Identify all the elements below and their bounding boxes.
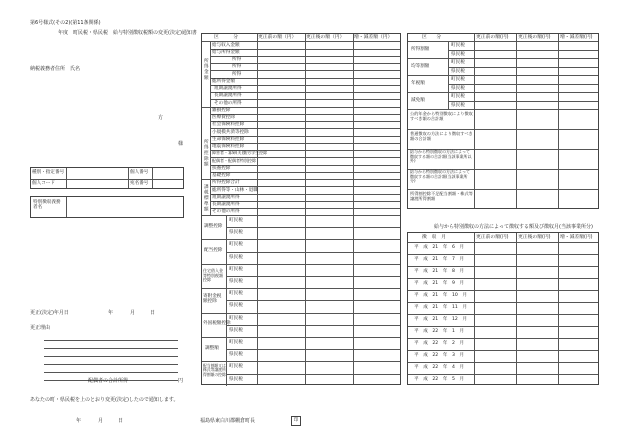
group-deduction: 所得控除額 — [203, 139, 209, 167]
change-date-month: 月 — [130, 310, 136, 316]
lg-6-r0: 町民税 — [229, 364, 243, 370]
monthly-header-2: 更正後の額(円) — [518, 235, 551, 240]
month-row-11: 平 成 22 年 5 月 — [414, 377, 465, 382]
mid-row-19: 所得控除合計 — [212, 180, 240, 186]
right-row-7: 給与から特別徴収の方法によって徴収する額の合計額(当該事業所分) — [410, 169, 470, 184]
lg-4-r0: 町民税 — [229, 315, 243, 321]
reason-line-5 — [44, 372, 178, 373]
right-group-3: 減免額 — [411, 98, 425, 103]
right-group-2-sub-0: 町民税 — [451, 77, 465, 82]
mid-row-3: 所得 — [232, 64, 242, 70]
spouse-income-label: 配偶者の合計所得 — [88, 378, 129, 384]
mid-row-17: 扶養控除 — [212, 165, 231, 171]
mid-row-11: 社会保険料控除 — [212, 122, 245, 128]
lg-0-r1: 県民税 — [229, 230, 243, 236]
right-header-2: 更正後の額(円) — [518, 35, 551, 40]
right-group-2-sub-1: 県民税 — [451, 85, 465, 91]
reason-line-2 — [44, 348, 178, 349]
lg-1-label: 配当控除 — [204, 248, 223, 253]
honorific-dono: 様 — [178, 141, 184, 147]
right-group-0: 所得割額 — [411, 47, 430, 52]
mid-header-1: 更正前の額（円） — [258, 35, 297, 40]
lg-1-r0: 町民税 — [229, 242, 243, 248]
month-row-4: 平 成 21 年 10 月 — [414, 293, 468, 298]
lg-2-r1: 県民税 — [229, 279, 243, 284]
month-row-1: 平 成 21 年 7 月 — [414, 257, 465, 262]
mid-row-4: 所得 — [232, 71, 242, 77]
mid-row-0: 給与収入金額 — [212, 42, 240, 48]
info-table — [30, 167, 184, 189]
reason-line-1 — [44, 340, 178, 341]
change-date-year: 年 — [108, 310, 114, 316]
right-header-1: 更正前の額(円) — [476, 35, 509, 40]
mid-row-18: 基礎控除 — [212, 173, 231, 178]
lg-3-label: 寄附金税額控除 — [203, 294, 222, 305]
info-label-1: 個人コード — [32, 181, 55, 186]
month-row-7: 平 成 22 年 1 月 — [414, 329, 465, 334]
lg-2-r0: 町民税 — [229, 266, 243, 272]
change-date-label: 更正(決定)年月日 — [30, 310, 69, 316]
month-row-6: 平 成 21 年 12 月 — [414, 317, 468, 322]
mid-header-3: 増・減差額（円） — [354, 35, 393, 40]
mid-row-9: 雑損控除 — [212, 107, 231, 113]
mid-row-22: 長期譲渡所得 — [212, 202, 240, 207]
lg-5-label: 調整額 — [205, 346, 219, 351]
notice-title: 年度 町民税・県民税 給与特別徴収税額の変更(決定)通知書 — [58, 30, 197, 36]
right-group-3-sub-1: 県民税 — [451, 102, 465, 108]
monthly-header-1: 更正前の額(円) — [476, 235, 509, 240]
mid-row-16: 配偶者・配偶者特別控除 — [212, 157, 256, 163]
right-header-0: 区 分 — [422, 35, 442, 40]
footer-year: 年 — [76, 418, 82, 424]
mid-row-12: 小規模共済等控除 — [212, 129, 249, 135]
right-row-4: 公的年金から特別徴収により徴収すべき額の合計額 — [410, 111, 473, 121]
mid-row-1: 給与所得金額 — [212, 49, 240, 55]
monthly-header-0: 徴 収 月 — [422, 235, 446, 240]
month-row-5: 平 成 21 年 11 月 — [414, 305, 468, 310]
lg-6-label: 配当割額又は株式等譲渡所得割額の控除 — [203, 363, 226, 377]
right-header-3: 増・減差額(円) — [560, 35, 593, 40]
group-taxbase: 課税標準額 — [203, 184, 209, 212]
month-row-2: 平 成 21 年 8 月 — [414, 269, 465, 274]
lg-4-r1: 県民税 — [229, 327, 243, 333]
footer-statement: あなたの町・県民税を上のとおり変更(決定)したので通知します。 — [30, 397, 179, 403]
mid-row-5: 総所得金額 — [212, 78, 235, 84]
month-row-3: 平 成 21 年 9 月 — [414, 281, 465, 286]
mid-row-20: 総所得等・山林・退職 — [212, 187, 258, 193]
lg-0-r0: 町民税 — [229, 218, 243, 223]
reason-label: 更正理由 — [30, 325, 51, 331]
monthly-header-3: 増・減差額(円) — [560, 235, 593, 240]
lg-1-r1: 県民税 — [229, 254, 243, 260]
mid-row-13: 生命保険料控除 — [212, 136, 245, 142]
right-table — [407, 33, 599, 209]
footer-issuer: 福島県東白川郡棚倉町長 — [200, 418, 256, 424]
info-label-0: 種別・指定番号 — [32, 170, 65, 175]
reason-line-3 — [44, 356, 178, 357]
mid-row-15: 障害者・寡婦(夫)勤労学生控除 — [212, 150, 268, 156]
mid-row-14: 地震保険料控除 — [212, 144, 245, 149]
right-row-8: 所得割控除不足配当割額・株式等譲渡所得割額 — [410, 191, 473, 201]
monthly-table — [407, 232, 599, 385]
month-row-0: 平 成 21 年 6 月 — [414, 245, 465, 250]
special-tax-label: 特別徴収義務者名 — [33, 200, 61, 211]
info-right-label-1: 宛名番号 — [130, 181, 149, 186]
mid-header-0: 区 分 — [214, 35, 238, 40]
lg-3-r0: 町民税 — [229, 291, 243, 297]
lg-5-r1: 県民税 — [229, 352, 243, 358]
right-group-1-sub-1: 県民税 — [451, 68, 465, 74]
lg-4-label: 外国税額控除 — [203, 321, 231, 326]
honorific-sama: 方 — [158, 115, 164, 121]
mid-row-7: 長期譲渡所得 — [214, 93, 242, 99]
lg-2-label: 住宅借入金等特別税額控除 — [203, 268, 223, 283]
right-group-1-sub-0: 町民税 — [451, 60, 465, 65]
mid-row-2: 所得 — [232, 57, 242, 62]
right-group-2: 年税額 — [411, 81, 425, 86]
month-row-10: 平 成 22 年 4 月 — [414, 365, 465, 370]
footer-day: 日 — [118, 418, 124, 424]
right-group-0-sub-1: 県民税 — [451, 51, 465, 57]
lg-0-label: 調整控除 — [204, 224, 223, 229]
change-date-day: 日 — [150, 310, 156, 316]
spouse-yen-label: 円 — [178, 378, 184, 384]
special-tax-box — [30, 196, 184, 218]
right-row-6: 給与から特別徴収の方法によって徴収する額の合計額(当該事業所以外) — [410, 149, 472, 164]
mid-row-8: その他の所得 — [214, 100, 242, 106]
mid-row-6: 短期譲渡所得 — [214, 86, 242, 91]
mid-row-21: 短期譲渡所得 — [212, 194, 240, 200]
right-group-0-sub-0: 町民税 — [451, 43, 465, 48]
right-group-3-sub-0: 町民税 — [451, 94, 465, 99]
mid-row-10: 医療費控除 — [212, 115, 235, 120]
group-income: 所得金額 — [203, 58, 209, 81]
lg-5-r0: 町民税 — [229, 340, 243, 345]
footer-month: 月 — [98, 418, 104, 424]
reason-line-4 — [44, 364, 178, 365]
right-row-5: 普通徴収の方法により徴収すべき額の合計額 — [410, 131, 473, 141]
month-row-9: 平 成 22 年 3 月 — [414, 353, 465, 358]
form-title: 第6号様式(その2)(第11条関係) — [30, 20, 101, 26]
middle-table — [201, 33, 401, 385]
info-right-label-0: 個人番号 — [130, 170, 149, 175]
lg-6-r1: 県民税 — [229, 376, 243, 382]
right-group-1: 均等割額 — [411, 64, 430, 69]
mid-row-23: その他の所得 — [212, 209, 240, 215]
month-row-8: 平 成 22 年 2 月 — [414, 341, 465, 346]
seal-stamp: 印 — [291, 416, 301, 426]
payer-label: 納税義務者住所 氏名 — [30, 66, 81, 72]
mid-header-2: 更正後の額（円） — [306, 35, 345, 40]
lg-3-r1: 県民税 — [229, 303, 243, 309]
monthly-title: 給与から特別徴収の方法によって徴収する額及び徴収月(当該事業所分) — [434, 224, 593, 230]
